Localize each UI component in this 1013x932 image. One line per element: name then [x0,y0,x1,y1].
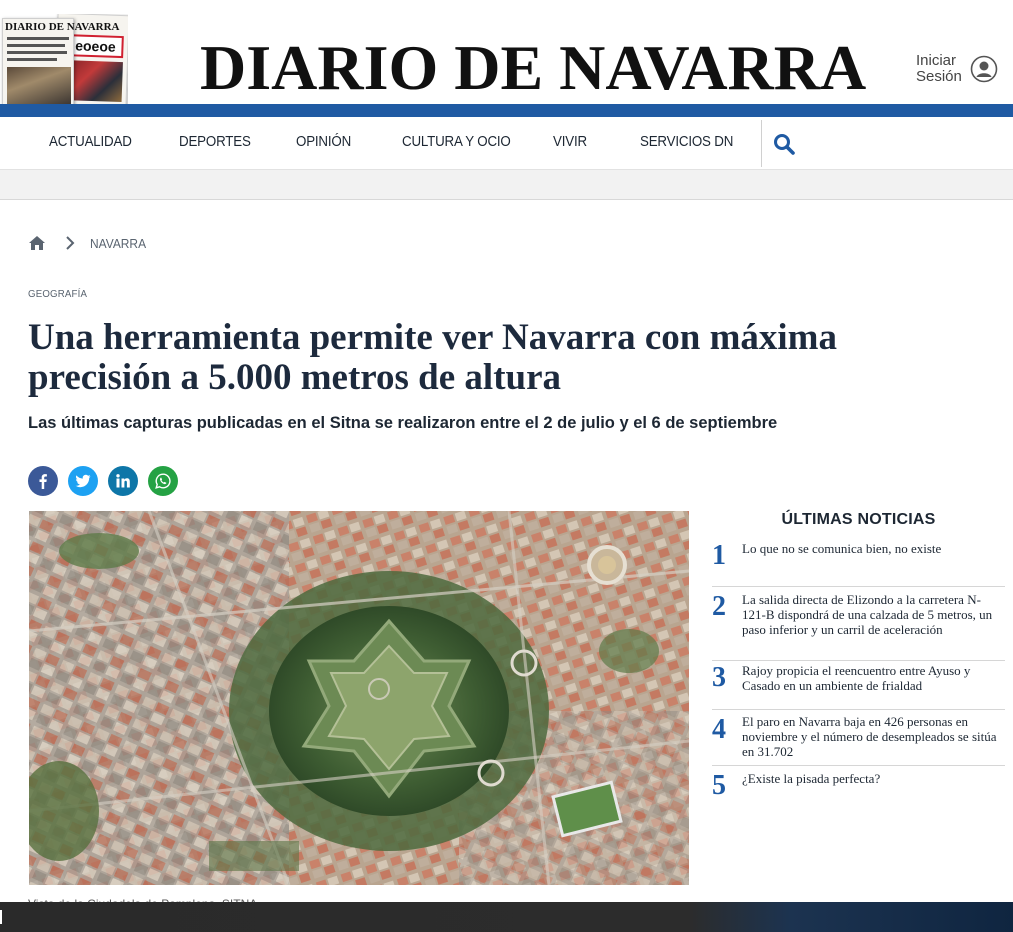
frontpage-text-line [7,44,65,47]
article-category[interactable]: GEOGRAFÍA [28,288,88,300]
share-linkedin-button[interactable] [108,466,138,496]
latest-news-item[interactable] [712,589,1005,661]
nav-item-cultura-y-ocio[interactable]: CULTURA Y OCIO [402,134,511,150]
news-headline: El paro en Navarra baja en 426 personas en noviembre y el número de desempleados se sitúa en 31.702 [742,714,997,759]
news-rank: 5 [712,770,726,801]
article-main-photo[interactable] [29,511,689,885]
latest-news-item[interactable] [712,712,1005,766]
frontpage-text-line [7,37,69,40]
chevron-right-icon [65,236,75,250]
login-button[interactable] [916,53,998,85]
bottom-sticky-banner[interactable] [0,902,1013,932]
latest-news-item[interactable] [712,768,1005,808]
nav-divider [761,120,762,167]
share-whatsapp-button[interactable] [148,466,178,496]
search-icon[interactable] [772,132,796,156]
news-headline: Rajoy propicia el reencuentro entre Ayuso y Casado en un ambiente de frialdad [742,663,971,693]
share-twitter-button[interactable] [68,466,98,496]
news-headline: La salida directa de Elizondo a la carretera N-121-B dispondrá de una calzada de 5 metros, un paso inferior y un carril de aceleración [742,592,993,637]
breadcrumb-section[interactable]: NAVARRA [90,236,147,251]
article-subheadline: Las últimas capturas publicadas en el Sitna se realizaron entre el 2 de julio y el 6 de septiembre [28,414,778,432]
site-logo[interactable]: DIARIO DE NAVARRA [200,32,867,103]
frontpage-text-line [7,51,67,54]
news-rank: 1 [712,540,726,571]
print-edition-thumbnail[interactable] [0,14,128,104]
news-rank: 2 [712,591,726,622]
frontpage-masthead: DIARIO DE NAVARRA [5,21,120,33]
login-label-line1: Iniciar [916,52,957,69]
aerial-city-image [29,511,689,885]
news-rank: 4 [712,714,726,745]
home-icon[interactable] [28,235,46,251]
brand-bar [0,104,1013,117]
latest-news-title: ÚLTIMAS NOTICIAS [781,511,936,528]
nav-item-vivir[interactable]: VIVIR [553,134,587,150]
whatsapp-icon [155,473,171,489]
login-label [916,53,966,85]
ad-placeholder-band [0,170,1013,200]
article-headline: Una herramienta permite ver Navarra con máxima precisión a 5.000 metros de altura [28,317,837,398]
linkedin-icon [115,473,131,489]
latest-news-item[interactable] [712,662,1005,710]
frontpage-photo [7,67,71,104]
frontpage-badge: eoeoe [67,34,124,58]
nav-item-deportes[interactable]: DEPORTES [179,134,251,150]
main-nav [0,117,1013,170]
nav-item-actualidad[interactable]: ACTUALIDAD [49,134,132,150]
facebook-icon [35,473,51,489]
user-icon [970,55,998,83]
nav-item-servicios-dn[interactable]: SERVICIOS DN [640,134,734,150]
site-header [0,0,1013,104]
twitter-icon [75,473,91,489]
news-rank: 3 [712,662,726,693]
frontpage-text-line [7,58,57,61]
banner-edge-marker [0,910,2,924]
nav-item-opinion[interactable]: OPINIÓN [296,134,352,150]
latest-news-item[interactable] [712,538,1005,587]
login-label-line2: Sesión [916,68,962,85]
share-facebook-button[interactable] [28,466,58,496]
news-headline: Lo que no se comunica bien, no existe [742,541,942,556]
news-headline: ¿Existe la pisada perfecta? [742,771,881,786]
